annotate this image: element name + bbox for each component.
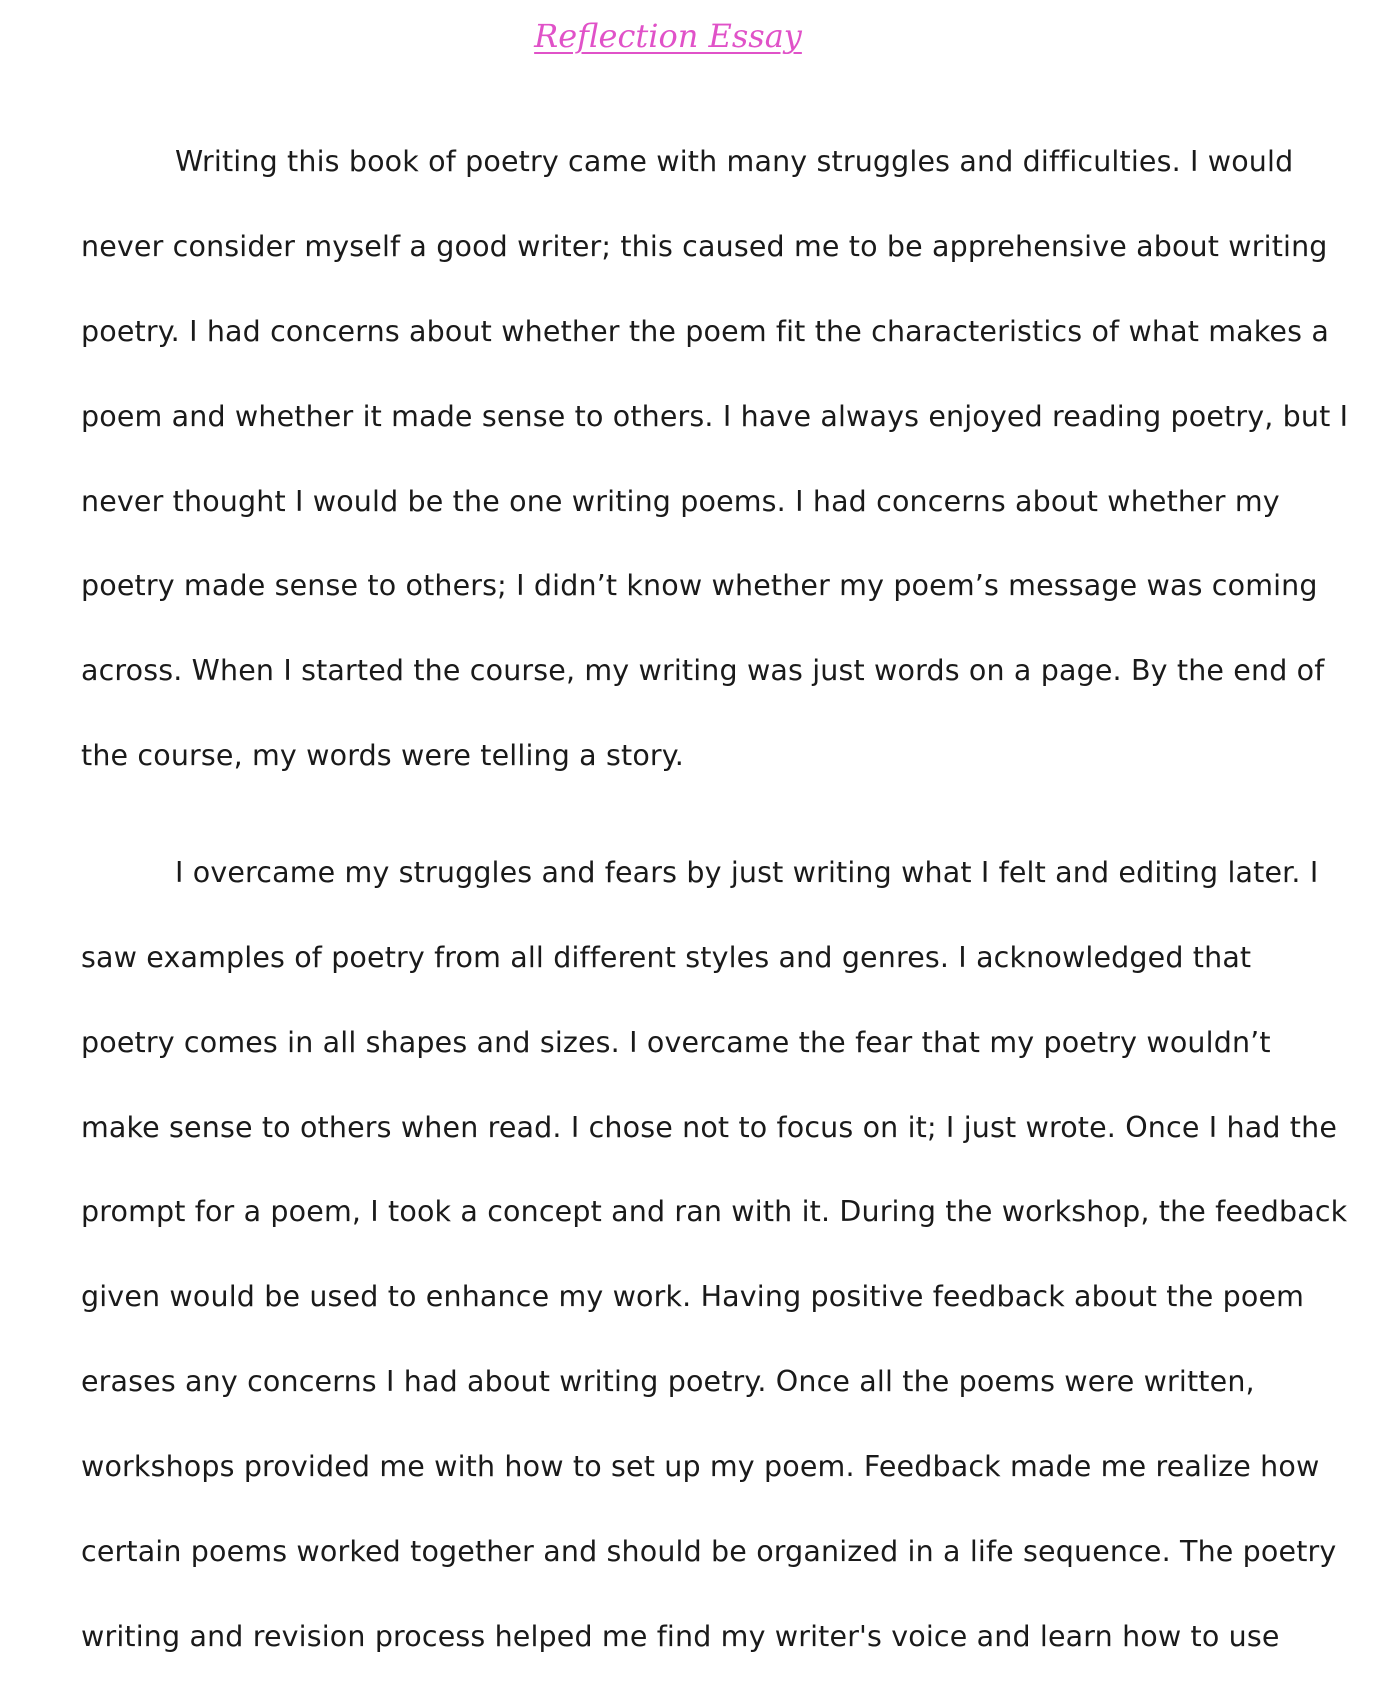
paragraph-1-line-6: poetry made sense to others; I didn’t know whether my poem’s message was coming [81, 569, 1318, 602]
paragraph-2-line-7: erases any concerns I had about writing poetry. Once all the poems were written, [81, 1365, 1255, 1398]
essay-title [0, 8, 1336, 64]
paragraph-1-line-2: never consider myself a good writer; this caused me to be apprehensive about writing [81, 230, 1328, 263]
essay-title-text: Reflection Essay [534, 17, 802, 55]
paragraph-2-line-9: certain poems worked together and should be organized in a life sequence. The poetry [81, 1535, 1337, 1568]
paragraph-1-line-1: Writing this book of poetry came with many struggles and difficulties. I would [175, 145, 1294, 178]
paragraph-1-line-3: poetry. I had concerns about whether the poem fit the characteristics of what makes a [81, 315, 1329, 348]
paragraph-2-line-4: make sense to others when read. I chose not to focus on it; I just wrote. Once I had the [81, 1111, 1337, 1144]
paragraph-1-line-7: across. When I started the course, my writing was just words on a page. By the end of [81, 654, 1325, 687]
paragraph-2-line-3: poetry comes in all shapes and sizes. I overcame the fear that my poetry wouldn’t [81, 1026, 1271, 1059]
paragraph-2-line-10: writing and revision process helped me find my writer's voice and learn how to use [81, 1620, 1280, 1653]
paragraph-1-line-5: never thought I would be the one writing poems. I had concerns about whether my [81, 485, 1280, 518]
paragraph-2-line-6: given would be used to enhance my work. Having positive feedback about the poem [81, 1280, 1305, 1313]
paragraph-1-line-8: the course, my words were telling a story. [81, 739, 684, 772]
paragraph-1-line-4: poem and whether it made sense to others. I have always enjoyed reading poetry, but I [81, 400, 1349, 433]
paragraph-2-line-5: prompt for a poem, I took a concept and ran with it. During the workshop, the feedback [81, 1195, 1348, 1228]
paragraph-2-line-8: workshops provided me with how to set up my poem. Feedback made me realize how [81, 1450, 1320, 1483]
paragraph-2-line-1: I overcame my struggles and fears by just writing what I felt and editing later. I [175, 856, 1319, 889]
paragraph-2-line-2: saw examples of poetry from all different styles and genres. I acknowledged that [81, 941, 1252, 974]
